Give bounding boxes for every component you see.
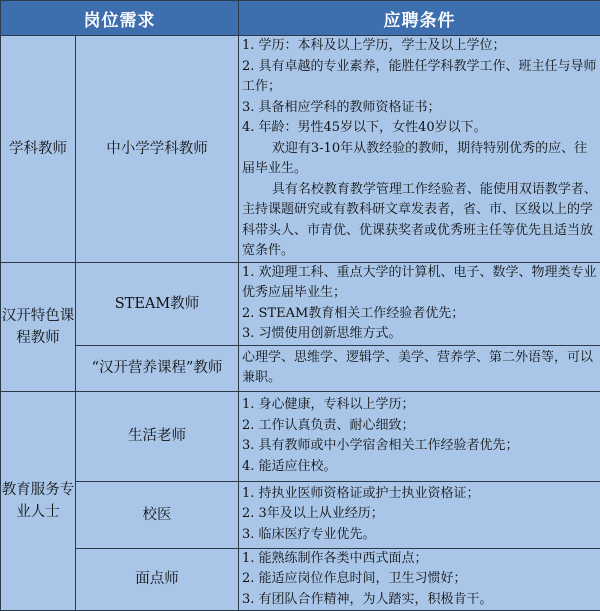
header-position-demand: 岗位需求 xyxy=(1,1,239,36)
requirement-line: 3. 习惯使用创新思维方式。 xyxy=(242,324,597,345)
requirements-cell xyxy=(239,548,600,611)
requirements-cell xyxy=(239,262,600,345)
table-row xyxy=(1,481,600,548)
table-row xyxy=(1,345,600,391)
requirement-line: 2. 3年及以上从业经历； xyxy=(242,504,597,525)
requirement-line: 2. 具有卓越的专业素养，能胜任学科教学工作、班主任与导师工作； xyxy=(242,57,597,98)
table-row xyxy=(1,36,600,263)
requirement-line: 1. 身心健康，专科以上学历； xyxy=(242,395,597,416)
requirement-line: 4. 年龄：男性45岁以下，女性40岁以下。 xyxy=(242,118,597,139)
category-cell: 教育服务专业人士 xyxy=(1,391,76,611)
position-cell: 生活老师 xyxy=(76,391,239,481)
position-cell: 校医 xyxy=(76,481,239,548)
table-row xyxy=(1,262,600,345)
requirement-line: 1. 学历：本科及以上学历，学士及以上学位； xyxy=(242,36,597,57)
requirements-cell xyxy=(239,36,600,263)
requirement-line: 欢迎有3-10年从教经验的教师，期待特别优秀的应、往届毕业生。 xyxy=(242,139,597,180)
requirement-line: 3. 临床医疗专业优先。 xyxy=(242,525,597,546)
requirement-line: 4. 能适应住校。 xyxy=(242,457,597,478)
header-row xyxy=(1,1,600,36)
category-cell: 学科教师 xyxy=(1,36,76,263)
requirement-line: 心理学、思维学、逻辑学、美学、营养学、第二外语等，可以兼职。 xyxy=(242,348,597,389)
position-cell: 中小学学科教师 xyxy=(76,36,239,263)
requirement-line: 具有名校教育教学管理工作经验者、能使用双语教学者、主持课题研究或有教科研文章发表者，省、市、区级以上的学科带头人、市青优、优课获奖者或优秀班主任等优先且适当放宽条件。 xyxy=(242,180,597,262)
requirement-line: 3. 具有教师或中小学宿舍相关工作经验者优先； xyxy=(242,436,597,457)
requirement-line: 3. 有团队合作精神，为人踏实，积极肯干。 xyxy=(242,590,597,611)
requirement-line: 2. 能适应岗位作息时间，卫生习惯好； xyxy=(242,569,597,590)
requirements-cell xyxy=(239,345,600,391)
requirement-line: 1. 欢迎理工科、重点大学的计算机、电子、数学、物理类专业优秀应届毕业生； xyxy=(242,263,597,304)
position-cell: STEAM教师 xyxy=(76,262,239,345)
requirement-line: 2. 工作认真负责、耐心细致； xyxy=(242,416,597,437)
requirements-cell xyxy=(239,391,600,481)
position-cell: 面点师 xyxy=(76,548,239,611)
table-row xyxy=(1,391,600,481)
requirement-line: 1. 持执业医师资格证或护士执业资格证； xyxy=(242,484,597,505)
requirement-line: 3. 具备相应学科的教师资格证书； xyxy=(242,98,597,119)
requirements-cell xyxy=(239,481,600,548)
position-cell: “汉开营养课程”教师 xyxy=(76,345,239,391)
category-cell: 汉开特色课程教师 xyxy=(1,262,76,391)
header-requirements: 应聘条件 xyxy=(239,1,600,36)
table-row xyxy=(1,548,600,611)
requirement-line: 2. STEAM教育相关工作经验者优先； xyxy=(242,304,597,325)
requirement-line: 1. 能熟练制作各类中西式面点； xyxy=(242,549,597,570)
